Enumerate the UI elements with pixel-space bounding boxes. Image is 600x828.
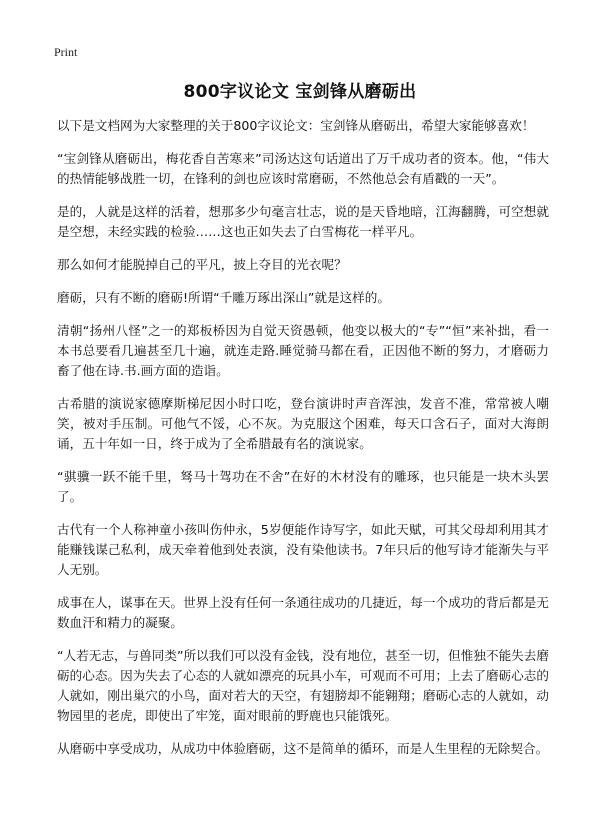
paragraph-intro: 以下是文档网为大家整理的关于800字议论文：宝剑锋从磨砺出，希望大家能够喜欢！	[57, 118, 535, 133]
paragraph: “人若无志，与兽同类”所以我们可以没有金钱，没有地位，甚至一切，但惟独不能失去磨砺的心态。因为失去了心态的人就如漂亮的玩具小车，可观而不可用；上去了磨砺心志的人就如，刚出巢穴的小鸟，面对若大的天空，有翅膀却不能翱翔；磨砺心志的人就如，动物园里的老虎，即使出了牢笼，面对眼前的野鹿也只能饿死。	[57, 648, 549, 723]
paragraph: 那么如何才能脱掉自己的平凡，披上夺目的光衣呢？	[57, 257, 347, 272]
paragraph: 磨砺，只有不断的磨砺!所谓“千雕万琢出深山”就是这样的。	[57, 290, 390, 305]
paragraph: 成事在人，谋事在天。世界上没有任何一条通往成功的几捷近，每一个成功的背后都是无数血汗和精力的凝聚。	[57, 595, 549, 630]
print-link[interactable]: Print	[54, 45, 78, 59]
paragraph: “骐骥一跃不能千里，驽马十驾功在不舍”在好的木材没有的雕琢，也只能是一块木头罢了。	[57, 469, 549, 504]
paragraph: 古代有一个人称神童小孩叫伤仲永，5岁便能作诗写字，如此天赋，可其父母却利用其才能赚钱谋己私利，成天牵着他到处表演，没有染他读书。7年只后的他写诗才能渐失与平人无别。	[57, 522, 549, 577]
paragraph: 是的，人就是这样的活着，想那多少句毫言壮志，说的是天昏地暗，江海翻腾，可空想就是空想，未经实践的检验……这也正如失去了白雪梅花一样平凡。	[57, 204, 549, 239]
article-body	[57, 116, 549, 772]
paragraph: 清朝“扬州八怪”之一的郑板桥因为自觉天资愚顿，他变以极大的“专”“恒”来补拙，看一本书总要看几遍甚至几十遍，就连走路.睡觉骑马都在看，正因他不断的努力，才磨砺力畜了他在诗.书.画方面的造诣。	[57, 323, 549, 378]
page-title: 800字议论文 宝剑锋从磨砺出	[183, 82, 417, 102]
paragraph-conclusion: 从磨砺中享受成功，从成功中体验磨砺，这不是简单的循环，而是人生里程的无除契合。	[57, 741, 549, 756]
paragraph: 古希腊的演说家德摩斯梯尼因小时口吃，登台演讲时声音浑浊，发音不准，常常被人嘲笑，被对手压制。可他气不馁，心不灰。为克服这个困难，每天口含石子，面对大海朗诵，五十年如一日，终于成为了全希腊最有名的演说家。	[57, 396, 549, 451]
paragraph: “宝剑锋从磨砺出，梅花香自苦寒来”司汤达这句话道出了万千成功者的资本。他，“伟大的热情能够战胜一切，在锋利的剑也应该时常磨砺，不然他总会有盾戳的一天”。	[57, 151, 549, 186]
